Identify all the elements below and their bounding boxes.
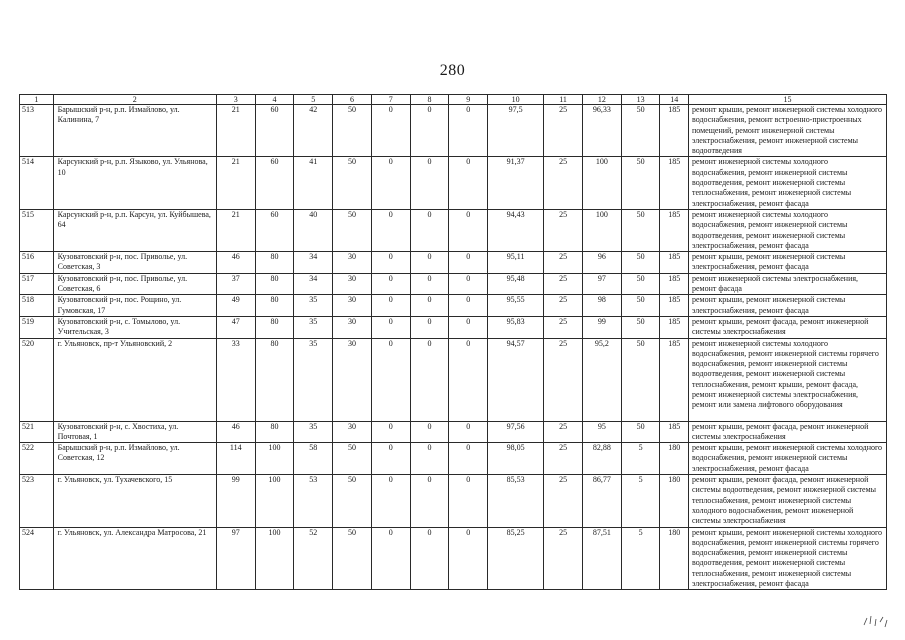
cell-work: ремонт крыши, ремонт фасада, ремонт инженерной системы электроснабжения <box>688 316 886 338</box>
cell-work: ремонт крыши, ремонт инженерной системы электроснабжения, ремонт фасада <box>688 295 886 317</box>
cell-c12: 82,88 <box>582 443 621 475</box>
cell-c14: 185 <box>660 209 689 251</box>
cell-work: ремонт инженерной системы холодного водоснабжения, ремонт инженерной системы горячего водоснабжения, ремонт инженерной системы водоотведения, ремонт инженерной системы теплоснабжения, ремонт крыши, ремонт фасада, ремонт инженерной системы электроснабжения, ремонт или замена лифтового оборудования <box>688 338 886 421</box>
cell-c4: 60 <box>255 209 294 251</box>
cell-c4: 60 <box>255 157 294 209</box>
cell-c4: 80 <box>255 252 294 274</box>
table-row <box>20 105 887 157</box>
cell-c4: 100 <box>255 527 294 590</box>
cell-c14: 185 <box>660 273 689 295</box>
cell-c6: 50 <box>333 157 372 209</box>
cell-c11: 25 <box>544 316 583 338</box>
cell-c13: 50 <box>621 105 660 157</box>
cell-c3: 46 <box>216 421 255 443</box>
cell-c11: 25 <box>544 105 583 157</box>
header-col-3: 3 <box>216 95 255 105</box>
cell-addr: Кузоватовский р-н, пос. Приволье, ул. Советская, 3 <box>53 252 216 274</box>
cell-c12: 96 <box>582 252 621 274</box>
cell-c4: 100 <box>255 475 294 527</box>
header-col-9: 9 <box>449 95 488 105</box>
cell-c9: 0 <box>449 105 488 157</box>
cell-c10: 95,11 <box>488 252 544 274</box>
cell-work: ремонт инженерной системы электроснабжения, ремонт фасада <box>688 273 886 295</box>
cell-c7: 0 <box>371 295 410 317</box>
cell-addr: Барышский р-н, р.п. Измайлово, ул. Калинина, 7 <box>53 105 216 157</box>
cell-c14: 180 <box>660 475 689 527</box>
cell-c8: 0 <box>410 209 449 251</box>
cell-c4: 60 <box>255 105 294 157</box>
cell-c6: 30 <box>333 316 372 338</box>
cell-c7: 0 <box>371 527 410 590</box>
data-table-container <box>19 94 887 590</box>
table-row <box>20 209 887 251</box>
cell-c10: 98,05 <box>488 443 544 475</box>
cell-c7: 0 <box>371 475 410 527</box>
cell-c5: 58 <box>294 443 333 475</box>
cell-c11: 25 <box>544 273 583 295</box>
cell-id: 515 <box>20 209 54 251</box>
cell-c12: 98 <box>582 295 621 317</box>
cell-c5: 40 <box>294 209 333 251</box>
cell-work: ремонт инженерной системы холодного водоснабжения, ремонт инженерной системы водоотведения, ремонт инженерной системы теплоснабжения, ремонт инженерной системы электроснабжения, ремонт фасада <box>688 157 886 209</box>
cell-c11: 25 <box>544 157 583 209</box>
table-row <box>20 527 887 590</box>
cell-c8: 0 <box>410 157 449 209</box>
cell-c10: 95,48 <box>488 273 544 295</box>
cell-c4: 80 <box>255 338 294 421</box>
header-col-10: 10 <box>488 95 544 105</box>
cell-c10: 95,55 <box>488 295 544 317</box>
cell-addr: Кузоватовский р-н, с. Томылово, ул. Учительская, 3 <box>53 316 216 338</box>
cell-c14: 185 <box>660 105 689 157</box>
cell-c12: 96,33 <box>582 105 621 157</box>
cell-c7: 0 <box>371 443 410 475</box>
cell-c8: 0 <box>410 316 449 338</box>
cell-work: ремонт крыши, ремонт инженерной системы холодного водоснабжения, ремонт инженерной системы электроснабжения, ремонт фасада <box>688 443 886 475</box>
cell-c3: 33 <box>216 338 255 421</box>
cell-work: ремонт крыши, ремонт инженерной системы холодного водоснабжения, ремонт встроенно-пристроенных помещений, ремонт инженерной системы электроснабжения, ремонт инженерной системы водоотведения <box>688 105 886 157</box>
cell-c3: 37 <box>216 273 255 295</box>
table-header-row <box>20 95 887 105</box>
cell-c12: 87,51 <box>582 527 621 590</box>
cell-c8: 0 <box>410 421 449 443</box>
cell-id: 520 <box>20 338 54 421</box>
cell-c5: 34 <box>294 273 333 295</box>
table-row <box>20 295 887 317</box>
cell-c6: 30 <box>333 252 372 274</box>
cell-c6: 30 <box>333 295 372 317</box>
cell-c7: 0 <box>371 316 410 338</box>
cell-c13: 50 <box>621 316 660 338</box>
cell-addr: г. Ульяновск, ул. Александра Матросова, 21 <box>53 527 216 590</box>
cell-c9: 0 <box>449 252 488 274</box>
header-col-14: 14 <box>660 95 689 105</box>
table-row <box>20 316 887 338</box>
page-number: 280 <box>439 62 466 79</box>
cell-c3: 49 <box>216 295 255 317</box>
cell-c14: 185 <box>660 316 689 338</box>
cell-c10: 94,43 <box>488 209 544 251</box>
cell-c14: 185 <box>660 157 689 209</box>
cell-c4: 80 <box>255 295 294 317</box>
header-col-6: 6 <box>333 95 372 105</box>
cell-c10: 91,37 <box>488 157 544 209</box>
cell-c14: 185 <box>660 421 689 443</box>
cell-c10: 97,5 <box>488 105 544 157</box>
cell-c5: 35 <box>294 316 333 338</box>
cell-c5: 53 <box>294 475 333 527</box>
cell-c11: 25 <box>544 527 583 590</box>
cell-addr: Карсунский р-н, р.п. Языково, ул. Ульянова, 10 <box>53 157 216 209</box>
cell-c8: 0 <box>410 443 449 475</box>
header-col-11: 11 <box>544 95 583 105</box>
cell-addr: Кузоватовский р-н, пос. Рощино, ул. Гумовская, 17 <box>53 295 216 317</box>
cell-c6: 50 <box>333 443 372 475</box>
cell-c13: 5 <box>621 443 660 475</box>
cell-id: 519 <box>20 316 54 338</box>
cell-c4: 80 <box>255 273 294 295</box>
cell-work: ремонт крыши, ремонт фасада, ремонт инженерной системы электроснабжения <box>688 421 886 443</box>
handwritten-mark <box>861 610 891 630</box>
cell-id: 522 <box>20 443 54 475</box>
table-row <box>20 157 887 209</box>
cell-c9: 0 <box>449 338 488 421</box>
cell-c11: 25 <box>544 209 583 251</box>
cell-addr: г. Ульяновск, ул. Тухачевского, 15 <box>53 475 216 527</box>
cell-c12: 95 <box>582 421 621 443</box>
cell-c8: 0 <box>410 338 449 421</box>
header-col-13: 13 <box>621 95 660 105</box>
cell-c13: 5 <box>621 475 660 527</box>
cell-c10: 85,25 <box>488 527 544 590</box>
cell-c14: 180 <box>660 527 689 590</box>
cell-c7: 0 <box>371 105 410 157</box>
cell-c6: 50 <box>333 527 372 590</box>
cell-c12: 99 <box>582 316 621 338</box>
cell-addr: Барышский р-н, р.п. Измайлово, ул. Советская, 12 <box>53 443 216 475</box>
cell-c9: 0 <box>449 273 488 295</box>
cell-c11: 25 <box>544 443 583 475</box>
header-col-5: 5 <box>294 95 333 105</box>
header-col-2: 2 <box>53 95 216 105</box>
cell-c7: 0 <box>371 209 410 251</box>
cell-c9: 0 <box>449 157 488 209</box>
cell-c12: 95,2 <box>582 338 621 421</box>
table-row <box>20 338 887 421</box>
cell-c14: 180 <box>660 443 689 475</box>
cell-c9: 0 <box>449 475 488 527</box>
cell-c13: 50 <box>621 157 660 209</box>
cell-c6: 50 <box>333 105 372 157</box>
cell-c6: 50 <box>333 209 372 251</box>
header-col-12: 12 <box>582 95 621 105</box>
cell-c14: 185 <box>660 338 689 421</box>
table-row <box>20 273 887 295</box>
cell-c3: 47 <box>216 316 255 338</box>
cell-c14: 185 <box>660 252 689 274</box>
header-col-7: 7 <box>371 95 410 105</box>
cell-c9: 0 <box>449 443 488 475</box>
cell-c9: 0 <box>449 295 488 317</box>
cell-c10: 97,56 <box>488 421 544 443</box>
cell-c8: 0 <box>410 252 449 274</box>
cell-addr: г. Ульяновск, пр-т Ульяновский, 2 <box>53 338 216 421</box>
table-row <box>20 421 887 443</box>
cell-c11: 25 <box>544 421 583 443</box>
data-table <box>19 94 887 590</box>
cell-c12: 100 <box>582 209 621 251</box>
cell-c8: 0 <box>410 527 449 590</box>
cell-c5: 35 <box>294 295 333 317</box>
table-row <box>20 475 887 527</box>
cell-c14: 185 <box>660 295 689 317</box>
cell-c7: 0 <box>371 421 410 443</box>
cell-c13: 50 <box>621 209 660 251</box>
cell-c11: 25 <box>544 252 583 274</box>
cell-id: 514 <box>20 157 54 209</box>
cell-c10: 95,83 <box>488 316 544 338</box>
cell-c9: 0 <box>449 527 488 590</box>
cell-c3: 46 <box>216 252 255 274</box>
cell-addr: Карсунский р-н, р.п. Карсун, ул. Куйбышева, 64 <box>53 209 216 251</box>
cell-c5: 34 <box>294 252 333 274</box>
cell-c8: 0 <box>410 273 449 295</box>
cell-c8: 0 <box>410 475 449 527</box>
cell-c6: 30 <box>333 421 372 443</box>
cell-c3: 99 <box>216 475 255 527</box>
cell-c12: 97 <box>582 273 621 295</box>
cell-c10: 85,53 <box>488 475 544 527</box>
cell-work: ремонт крыши, ремонт фасада, ремонт инженерной системы водоотведения, ремонт инженерной системы теплоснабжения, ремонт инженерной системы холодного водоснабжения, ремонт инженерной системы электроснабжения <box>688 475 886 527</box>
cell-c9: 0 <box>449 316 488 338</box>
cell-c13: 50 <box>621 295 660 317</box>
cell-c7: 0 <box>371 273 410 295</box>
cell-c9: 0 <box>449 421 488 443</box>
cell-c4: 100 <box>255 443 294 475</box>
table-row <box>20 252 887 274</box>
cell-c12: 86,77 <box>582 475 621 527</box>
cell-c13: 50 <box>621 421 660 443</box>
cell-id: 523 <box>20 475 54 527</box>
cell-c8: 0 <box>410 295 449 317</box>
cell-c13: 50 <box>621 273 660 295</box>
cell-c3: 114 <box>216 443 255 475</box>
header-col-8: 8 <box>410 95 449 105</box>
cell-work: ремонт крыши, ремонт инженерной системы холодного водоснабжения, ремонт инженерной системы горячего водоснабжения, ремонт инженерной системы водоотведения, ремонт инженерной системы теплоснабжения, ремонт инженерной системы электроснабжения, ремонт фасада <box>688 527 886 590</box>
cell-work: ремонт инженерной системы холодного водоснабжения, ремонт инженерной системы водоотведения, ремонт инженерной системы электроснабжения, ремонт фасада <box>688 209 886 251</box>
cell-c7: 0 <box>371 157 410 209</box>
cell-c3: 21 <box>216 105 255 157</box>
cell-id: 517 <box>20 273 54 295</box>
cell-c3: 21 <box>216 209 255 251</box>
table-row <box>20 443 887 475</box>
cell-id: 518 <box>20 295 54 317</box>
header-col-4: 4 <box>255 95 294 105</box>
cell-c7: 0 <box>371 338 410 421</box>
cell-c12: 100 <box>582 157 621 209</box>
cell-id: 516 <box>20 252 54 274</box>
cell-addr: Кузоватовский р-н, с. Хвостиха, ул. Почтовая, 1 <box>53 421 216 443</box>
cell-c5: 35 <box>294 421 333 443</box>
cell-c6: 30 <box>333 338 372 421</box>
cell-c11: 25 <box>544 295 583 317</box>
cell-id: 513 <box>20 105 54 157</box>
cell-c13: 50 <box>621 338 660 421</box>
cell-c11: 25 <box>544 475 583 527</box>
cell-c8: 0 <box>410 105 449 157</box>
cell-c5: 42 <box>294 105 333 157</box>
header-col-15: 15 <box>688 95 886 105</box>
cell-c9: 0 <box>449 209 488 251</box>
cell-work: ремонт крыши, ремонт инженерной системы электроснабжения, ремонт фасада <box>688 252 886 274</box>
cell-c6: 50 <box>333 475 372 527</box>
cell-id: 524 <box>20 527 54 590</box>
cell-c4: 80 <box>255 316 294 338</box>
cell-c7: 0 <box>371 252 410 274</box>
cell-c4: 80 <box>255 421 294 443</box>
cell-c5: 35 <box>294 338 333 421</box>
cell-c3: 97 <box>216 527 255 590</box>
cell-c3: 21 <box>216 157 255 209</box>
cell-c13: 5 <box>621 527 660 590</box>
cell-c6: 30 <box>333 273 372 295</box>
cell-c13: 50 <box>621 252 660 274</box>
cell-id: 521 <box>20 421 54 443</box>
table-body <box>20 105 887 590</box>
cell-c5: 41 <box>294 157 333 209</box>
header-col-1: 1 <box>20 95 54 105</box>
cell-addr: Кузоватовский р-н, пос. Приволье, ул. Советская, 6 <box>53 273 216 295</box>
cell-c5: 52 <box>294 527 333 590</box>
cell-c11: 25 <box>544 338 583 421</box>
cell-c10: 94,57 <box>488 338 544 421</box>
